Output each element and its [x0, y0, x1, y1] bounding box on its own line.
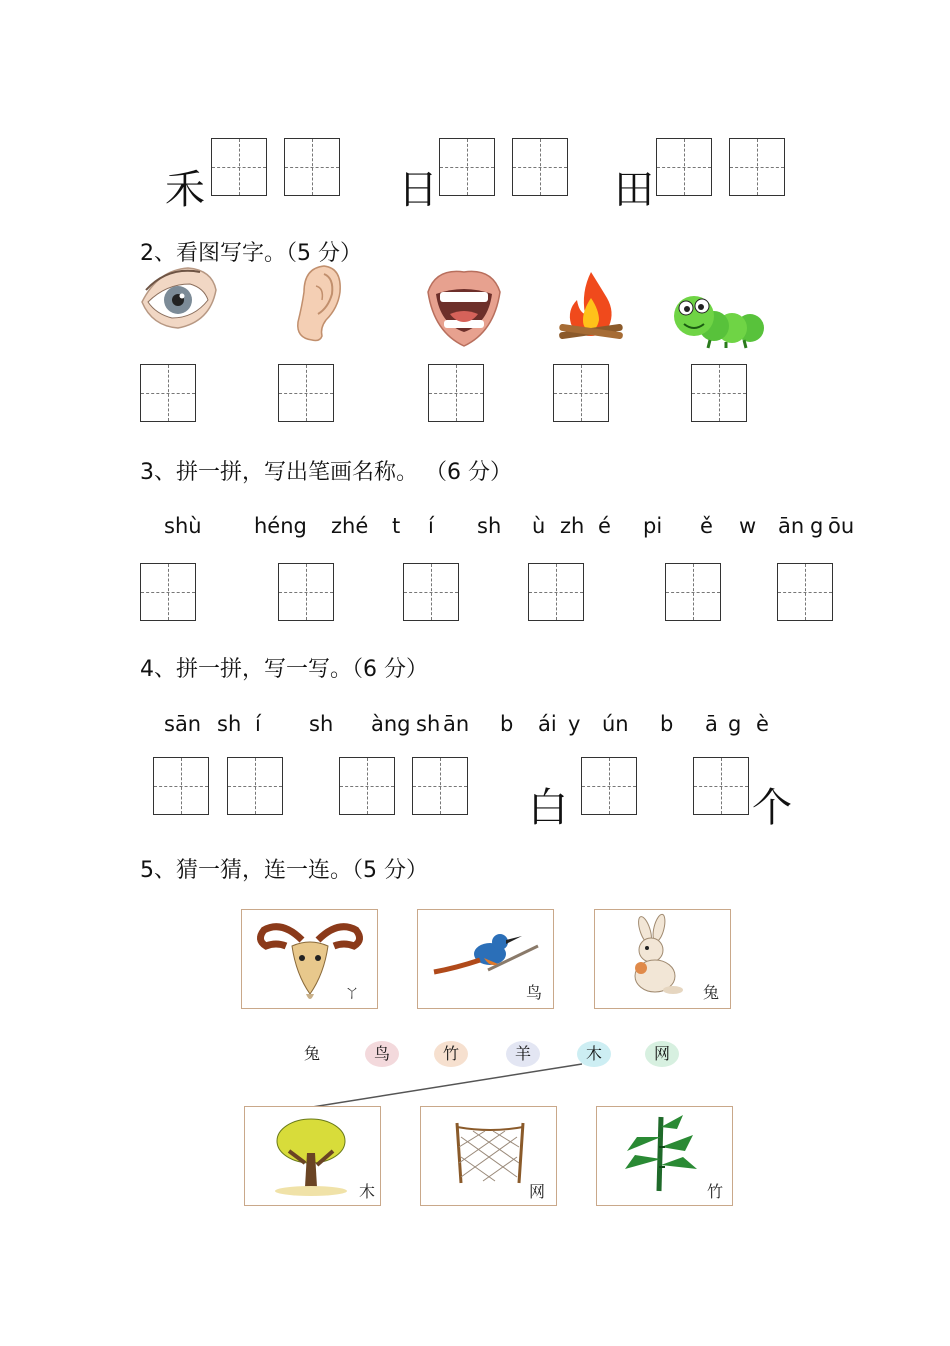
- writing-box[interactable]: [278, 364, 334, 422]
- writing-box[interactable]: [140, 563, 196, 621]
- fire-icon: [555, 268, 627, 344]
- q3-heading: 3、拼一拼，写出笔画名称。 （6 分）: [140, 460, 512, 485]
- pinyin-syllable: ōu: [828, 514, 855, 538]
- goat-picture[interactable]: [241, 909, 378, 1009]
- q4-char-ge: 个: [752, 785, 792, 831]
- pinyin-syllable: y: [568, 712, 581, 736]
- net-picture[interactable]: [420, 1106, 557, 1206]
- writing-box[interactable]: [691, 364, 747, 422]
- writing-box[interactable]: [581, 757, 637, 815]
- ear-icon: [290, 262, 346, 346]
- pinyin-syllable: ái: [538, 712, 557, 736]
- pinyin-syllable: héng: [254, 514, 307, 538]
- q1-char-he: 禾: [165, 167, 205, 213]
- pinyin-syllable: zhé: [331, 514, 369, 538]
- writing-box[interactable]: [227, 757, 283, 815]
- writing-box[interactable]: [153, 757, 209, 815]
- pinyin-syllable: ān: [443, 712, 470, 736]
- insect-icon: [670, 290, 768, 350]
- pinyin-syllable: b: [500, 712, 514, 736]
- writing-box[interactable]: [512, 138, 568, 196]
- pinyin-syllable: í: [428, 514, 434, 538]
- writing-box[interactable]: [693, 757, 749, 815]
- pinyin-syllable: w: [739, 514, 757, 538]
- writing-box[interactable]: [211, 138, 267, 196]
- ancient-glyph: ㄚ: [344, 983, 361, 1002]
- writing-box[interactable]: [656, 138, 712, 196]
- pinyin-syllable: sān: [164, 712, 202, 736]
- ancient-glyph: 网: [529, 1182, 546, 1201]
- pinyin-syllable: ā: [705, 712, 718, 736]
- q2-heading: 2、看图写字。（5 分）: [140, 241, 362, 266]
- pinyin-syllable: è: [756, 712, 769, 736]
- connector-line: [300, 1060, 590, 1112]
- q4-char-bai: 白: [528, 785, 568, 831]
- q4-heading: 4、拼一拼，写一写。（6 分）: [140, 657, 428, 682]
- writing-box[interactable]: [339, 757, 395, 815]
- bird-picture[interactable]: [417, 909, 554, 1009]
- ancient-glyph: 竹: [707, 1182, 724, 1201]
- eye-icon: [138, 262, 220, 334]
- writing-box[interactable]: [553, 364, 609, 422]
- pinyin-syllable: sh: [416, 712, 441, 736]
- rabbit-picture[interactable]: [594, 909, 731, 1009]
- option-zhu[interactable]: 竹: [434, 1041, 468, 1067]
- writing-box[interactable]: [729, 138, 785, 196]
- pinyin-syllable: é: [598, 514, 611, 538]
- option-mu[interactable]: 木: [577, 1041, 611, 1067]
- pinyin-syllable: b: [660, 712, 674, 736]
- option-wang[interactable]: 网: [645, 1041, 679, 1067]
- writing-box[interactable]: [439, 138, 495, 196]
- pinyin-syllable: ù: [532, 514, 546, 538]
- bamboo-picture[interactable]: [596, 1106, 733, 1206]
- writing-box[interactable]: [284, 138, 340, 196]
- writing-box[interactable]: [412, 757, 468, 815]
- writing-box[interactable]: [403, 563, 459, 621]
- pinyin-syllable: zh: [560, 514, 585, 538]
- pinyin-syllable: shù: [164, 514, 202, 538]
- ancient-glyph: 木: [359, 1182, 376, 1201]
- tree-picture[interactable]: [244, 1106, 381, 1206]
- mouth-icon: [424, 262, 504, 352]
- writing-box[interactable]: [665, 563, 721, 621]
- q5-heading: 5、猜一猜，连一连。（5 分）: [140, 858, 428, 883]
- q1-char-tian: 田: [614, 167, 654, 213]
- pinyin-syllable: g: [728, 712, 742, 736]
- option-yang[interactable]: 羊: [506, 1041, 540, 1067]
- writing-box[interactable]: [428, 364, 484, 422]
- pinyin-syllable: pi: [643, 514, 663, 538]
- ancient-glyph: 鸟: [526, 983, 543, 1002]
- pinyin-syllable: sh: [309, 712, 334, 736]
- pinyin-syllable: sh: [477, 514, 502, 538]
- writing-box[interactable]: [777, 563, 833, 621]
- pinyin-syllable: ān: [778, 514, 805, 538]
- pinyin-syllable: sh: [217, 712, 242, 736]
- option-niao[interactable]: 鸟: [365, 1041, 399, 1067]
- option-tu[interactable]: 兔: [303, 1044, 320, 1063]
- pinyin-syllable: àng: [371, 712, 411, 736]
- pinyin-syllable: ě: [700, 514, 713, 538]
- writing-box[interactable]: [140, 364, 196, 422]
- writing-box[interactable]: [278, 563, 334, 621]
- pinyin-syllable: t: [392, 514, 401, 538]
- ancient-glyph: 兔: [703, 983, 720, 1002]
- pinyin-syllable: í: [255, 712, 261, 736]
- pinyin-syllable: ún: [602, 712, 629, 736]
- pinyin-syllable: g: [810, 514, 824, 538]
- q1-char-ri: 日: [398, 167, 438, 213]
- writing-box[interactable]: [528, 563, 584, 621]
